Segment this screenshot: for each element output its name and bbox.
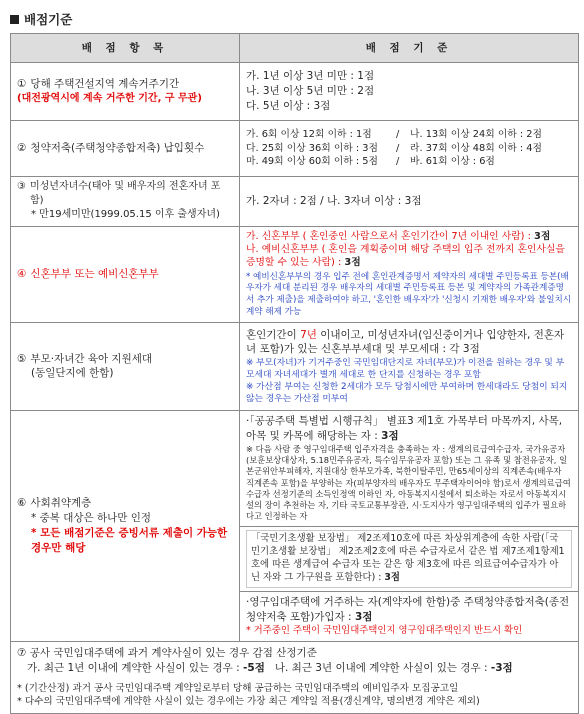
row-item-cell — [11, 177, 240, 227]
row-criteria-cell — [240, 177, 579, 227]
scoring-table-wrapper — [10, 33, 578, 714]
criteria-text: ·「공공주택 특별법 시행규칙」 별표3 제1호 가목부터 마목까지, 사목, 아목 및 카목에 해당하는 자 : — [246, 414, 563, 442]
row-sub: * 모든 배점기준은 증빙서류 제출이 가능한 경우만 해당 — [31, 526, 228, 554]
row-number: ⑥ — [17, 497, 27, 510]
deduction-note: * (기간산정) 과거 공사 국민임대주택 계약일로부터 당해 공급하는 국민임대주택의 예비입주자 모집공고일 — [17, 682, 459, 694]
criteria-line: 다. 25회 이상 36회 이하 : 3점 — [246, 142, 378, 154]
criteria-line: 가. 6회 이상 12회 이하 : 1점 — [246, 128, 372, 140]
criteria-line: 다. 5년 이상 : 3점 — [246, 99, 331, 112]
criteria-highlight: 7년 — [300, 328, 317, 341]
criteria-line: 바. 61회 이상 : 6점 — [410, 156, 495, 168]
criteria-text: ·영구임대주택에 거주하는 자(계약자에 한함)중 주택청약종합저축(종전 청약저축 포함)가입자 : — [246, 595, 570, 623]
criteria-line: 나. 13회 이상 24회 이하 : 2점 — [410, 128, 542, 140]
table-row-residence — [11, 63, 579, 121]
criteria-line: 가. 1년 이상 3년 미만 : 1점 — [246, 70, 375, 83]
row-label: 청약저축(주택청약종합저축) 납입횟수 — [30, 142, 205, 155]
row-note: * 예비신혼부부의 경우 입주 전에 혼인관계증명서 제약자의 세대별 주민등록표 등본(배우자가 세대 분리된 경우 배우자의 세대별 주민등록표 등본 및 계약자의 가족관계증명서 추가 제출)을 제출하여야 하고, '혼인한 배우자'가 '신청시 기재한 배우자'와 불일치시 계약 해제 가능 — [246, 271, 572, 318]
row-number: ④ — [17, 267, 27, 280]
header-criteria: 배 점 기 준 — [240, 34, 579, 63]
score: 3점 — [344, 257, 361, 269]
criteria-text: 이내이고, 미성년자녀(임신중이거나 입양한자, 전혼자녀 포함)가 있는 신혼부부세대 및 부모세대 : 각 3점 — [246, 328, 565, 356]
row-note: * 거주중인 주택이 국민임대주택인지 영구임대주택인지 반드시 확인 — [246, 625, 523, 637]
score: 3점 — [381, 429, 399, 442]
row-item-cell — [11, 410, 240, 641]
criteria-line: 나. 예비신혼부부 ( 혼인을 계획중이며 해당 주택의 입주 전까지 혼인사실을 증명할 수 있는 사람) : — [246, 243, 565, 269]
score: 3점 — [384, 571, 400, 583]
row-item-cell — [11, 121, 240, 177]
criteria-text: 「국민기초생활 보장법」 제2조제10호에 따른 차상위계층에 속한 사람(「국민기초생활 보장법」 제2조제2호에 따른 수급자로서 같은 법 제7조제1항제1호에 따른 생계급여 수급자 또는 같은 항 제3호에 따른 의료급여수급자가 아닌 자와 그 가구원을 포함한다) : — [251, 532, 565, 583]
table-row-newlywed — [11, 226, 579, 322]
score: -5점 — [243, 661, 265, 674]
row-item-cell — [11, 226, 240, 322]
row-note: ※ 부모(자녀)가 기거주중인 국민임대단지로 자녀(부모)가 이전을 원하는 경우 및 부모세대 자녀세대가 별개 세대로 한 단지를 신청하는 경우 포함 — [246, 357, 565, 380]
row-sub: (동일단지에 한함) — [31, 367, 114, 380]
row-item-cell — [11, 63, 240, 121]
table-row-children — [11, 177, 579, 227]
row-sub: * 만19세미만(1999.05.15 이후 출생자녀) — [31, 209, 220, 221]
table-row-vulnerable — [11, 410, 579, 641]
row-criteria-cell — [240, 121, 579, 177]
section-title — [10, 10, 72, 28]
row-criteria-cell — [240, 410, 579, 641]
row-note: (대전광역시에 계속 거주한 기간, 구 무관) — [17, 92, 202, 104]
scoring-table — [10, 33, 579, 714]
criteria-line: 라. 37회 이상 48회 이하 : 4점 — [410, 142, 542, 154]
row-item-cell — [11, 322, 240, 410]
row-criteria-cell — [240, 322, 579, 410]
row-label: 당해 주택건설지역 계속거주기간 — [30, 77, 180, 90]
deduction-heading: ⑦ 공사 국민임대주택에 과거 계약사실이 있는 경우 감점 산정기준 — [17, 646, 317, 659]
criteria-block — [240, 411, 578, 527]
separator: / — [396, 128, 400, 140]
score: 3점 — [534, 230, 551, 242]
separator: / — [396, 142, 400, 154]
score: 3점 — [354, 610, 373, 623]
criteria-line: 나. 3년 이상 5년 미만 : 2점 — [246, 85, 375, 98]
row-number: ① — [17, 77, 27, 90]
row-number: ② — [17, 142, 27, 155]
table-row-deduction — [11, 641, 579, 713]
separator: / — [396, 156, 400, 168]
deduction-line: 가. 최근 1년 이내에 계약한 사실이 있는 경우 : — [27, 661, 244, 674]
row-label: 신혼부부 또는 예비신혼부부 — [30, 267, 159, 280]
row-label: 미성년자녀수(태아 및 배우자의 전혼자녀 포함) — [29, 181, 221, 207]
criteria-line: 가. 신혼부부 ( 혼인중인 사람으로서 혼인기간이 7년 이내인 사람) : — [246, 230, 535, 242]
score: -3점 — [490, 661, 513, 674]
criteria-block — [240, 527, 578, 592]
row-number: ⑤ — [17, 352, 27, 365]
row-number: ③ — [17, 181, 26, 192]
row-label: 부모·자녀간 육아 지원세대 — [30, 352, 153, 365]
criteria-block — [240, 592, 578, 641]
row-note: ※ 다음 사람 중 영구임대주택 입주자격을 충족하는 자 : 생계의료급여수급자, 국가유공자(보훈보상대상자, 5.18민주유공자, 특수임무유공자 포함) 또는 그 유족 및 참전유공자, 일본군위안부피해자, 지원대상 한부모가족, 북한이탈주민, 만65세이상의 직계존속(배우자 직계존속 포함)을 부양하는 자(피부양자의 배우자도 무주택자이어야 함)로서 생계의료급여수급자 선정기준의 소득인정액 이하인 자, 아동복지시설에서 퇴소하는 자로서 아동복지시설의 장이 추천하는 자, 기타 국토교통부장관, 시·도지사가 영구임대주택의 입주가 필요하다고 인정하는 자 — [246, 443, 571, 522]
table-row-childcare — [11, 322, 579, 410]
table-row-savings — [11, 121, 579, 177]
row-criteria-cell — [240, 226, 579, 322]
deduction-cell — [11, 641, 579, 713]
criteria-line: 가. 2자녀 : 2점 / 나. 3자녀 이상 : 3점 — [246, 194, 422, 207]
deduction-note: * 다수의 국민임대주택에 계약한 사실이 있는 경우에는 가장 최근 계약일 적용(갱신계약, 명의변경 계약은 제외) — [17, 696, 480, 708]
row-sub: * 중복 대상은 하나만 인정 — [31, 511, 152, 524]
row-label: 사회취약계층 — [30, 497, 92, 510]
square-bullet-icon — [10, 15, 19, 24]
section-title-text: 배점기준 — [24, 12, 73, 27]
header-item: 배 점 항 목 — [11, 34, 240, 63]
row-note: ※ 가산점 부여는 신청한 2세대가 모두 당첨시에만 부여하며 한세대라도 당첨이 되지 않는 경우는 가산점 미부여 — [246, 381, 568, 405]
table-header-row — [11, 34, 579, 63]
criteria-line: 마. 49회 이상 60회 이하 : 5점 — [246, 156, 378, 168]
deduction-line: 나. 최근 3년 이내에 계약한 사실이 있는 경우 : — [274, 661, 491, 674]
criteria-text: 혼인기간이 — [246, 328, 301, 341]
row-criteria-cell — [240, 63, 579, 121]
